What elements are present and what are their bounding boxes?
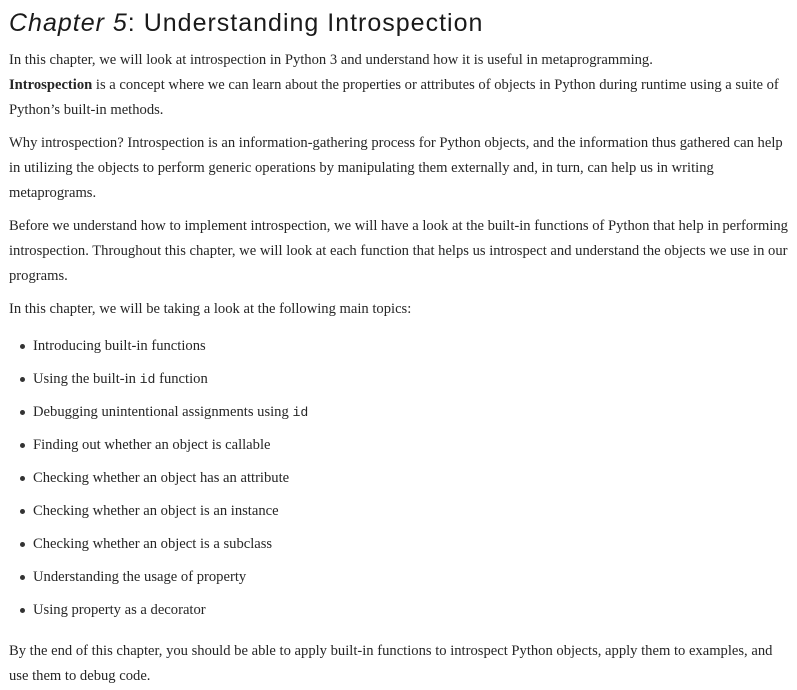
topic-text: Using the built-in [33, 371, 140, 387]
topic-text-after: function [155, 371, 208, 387]
closing-paragraph: By the end of this chapter, you should be able to apply built-in functions to introspect Python objects, apply them to examples, and use them to debug code. [9, 643, 773, 684]
bullet-icon [20, 608, 25, 613]
topic-list-item [9, 594, 789, 627]
topic-list-item [9, 363, 789, 396]
intro-text: In this chapter, we will look at introspection in Python 3 and understand how it is useful in metaprogramming. [9, 52, 653, 68]
before-paragraph: Before we understand how to implement introspection, we will have a look at the built-in functions of Python that help in performing introspection. Throughout this chapter, we will look at each function that helps us introspect and understand the objects we use in our programs. [9, 218, 788, 284]
topic-list-item [9, 429, 789, 462]
topic-list-item [9, 561, 789, 594]
intro-paragraph [9, 48, 789, 123]
bullet-icon [20, 443, 25, 448]
topic-code: id [292, 405, 309, 420]
topic-text: Understanding the usage of property [33, 569, 247, 585]
bullet-icon [20, 575, 25, 580]
topic-text: Checking whether an object has an attribute [33, 470, 290, 486]
topic-list-item [9, 462, 789, 495]
chapter-title: Understanding Introspection [143, 9, 484, 37]
topic-text: Checking whether an object is an instance [33, 503, 279, 519]
why-introspection-paragraph: Why introspection? Introspection is an information-gathering process for Python objects, and the information thus gathered can help in utilizing the objects to perform generic operations by manipulating them externally and, in turn, can help us in writing metaprograms. [9, 135, 783, 201]
introspection-definition: is a concept where we can learn about the properties or attributes of objects in Python during runtime using a suite of Python’s built-in methods. [9, 77, 779, 118]
bullet-icon [20, 476, 25, 481]
topic-text: Debugging unintentional assignments using [33, 404, 293, 420]
topic-list-item [9, 330, 789, 363]
topic-text: Checking whether an object is a subclass [33, 536, 273, 552]
topic-text: Finding out whether an object is callable [33, 437, 271, 453]
chapter-heading [9, 8, 789, 38]
bullet-icon [20, 377, 25, 382]
topics-intro-paragraph: In this chapter, we will be taking a look at the following main topics: [9, 301, 412, 317]
topic-text: Using property as a decorator [33, 602, 206, 618]
bullet-icon [20, 410, 25, 415]
topic-text: Introducing built-in functions [33, 338, 206, 354]
chapter-label: Chapter 5 [9, 9, 128, 37]
topics-list [9, 330, 789, 627]
topic-list-item [9, 495, 789, 528]
topic-list-item [9, 396, 789, 429]
topic-code: id [139, 372, 156, 387]
bullet-icon [20, 542, 25, 547]
introspection-term: Introspection [9, 77, 93, 93]
bullet-icon [20, 344, 25, 349]
bullet-icon [20, 509, 25, 514]
chapter-separator: : [127, 9, 144, 37]
topic-list-item [9, 528, 789, 561]
